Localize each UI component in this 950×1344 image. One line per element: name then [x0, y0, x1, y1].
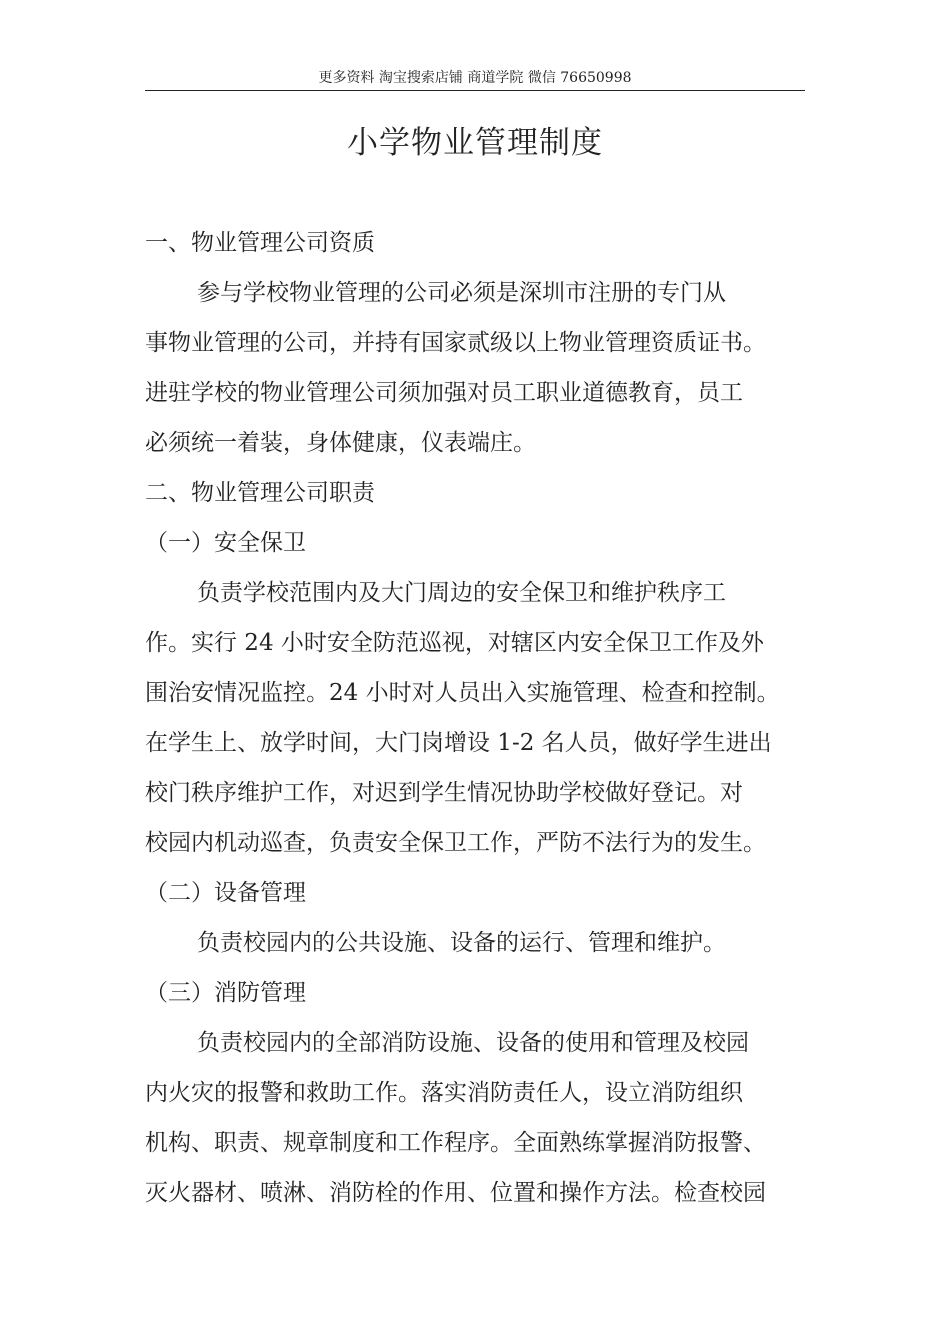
paragraph-line: 负责校园内的公共设施、设备的运行、管理和维护。	[197, 930, 726, 956]
paragraph-line: 作。实行 24 小时安全防范巡视，对辖区内安全保卫工作及外	[145, 630, 764, 656]
paragraph-line: 负责校园内的全部消防设施、设备的使用和管理及校园	[197, 1030, 749, 1056]
section-heading-duties: 二、物业管理公司职责	[145, 480, 375, 506]
paragraph-line: 校门秩序维护工作，对迟到学生情况协助学校做好登记。对	[145, 780, 743, 806]
document-title: 小学物业管理制度	[347, 125, 603, 161]
paragraph-line: 灭火器材、喷淋、消防栓的作用、位置和操作方法。检查校园	[145, 1180, 766, 1206]
paragraph-line: 校园内机动巡查，负责安全保卫工作，严防不法行为的发生。	[145, 830, 766, 856]
subsection-heading-fire-safety: （三）消防管理	[145, 980, 306, 1006]
paragraph-line: 在学生上、放学时间，大门岗增设 1-2 名人员，做好学生进出	[145, 730, 772, 756]
paragraph-line: 围治安情况监控。24 小时对人员出入实施管理、检查和控制。	[145, 680, 780, 706]
paragraph-line: 事物业管理的公司，并持有国家贰级以上物业管理资质证书。	[145, 330, 766, 356]
section-heading-qualification: 一、物业管理公司资质	[145, 230, 375, 256]
page-header: 更多资料 淘宝搜索店铺 商道学院 微信 76650998	[145, 68, 805, 91]
subsection-heading-equipment: （二）设备管理	[145, 880, 306, 906]
paragraph-line: 机构、职责、规章制度和工作程序。全面熟练掌握消防报警、	[145, 1130, 766, 1156]
subsection-heading-security: （一）安全保卫	[145, 530, 306, 556]
paragraph-line: 参与学校物业管理的公司必须是深圳市注册的专门从	[197, 280, 726, 306]
paragraph-line: 负责学校范围内及大门周边的安全保卫和维护秩序工	[197, 580, 726, 606]
paragraph-line: 内火灾的报警和救助工作。落实消防责任人，设立消防组织	[145, 1080, 743, 1106]
paragraph-line: 进驻学校的物业管理公司须加强对员工职业道德教育，员工	[145, 380, 743, 406]
document-body	[145, 218, 835, 1218]
paragraph-line: 必须统一着装，身体健康，仪表端庄。	[145, 430, 536, 456]
